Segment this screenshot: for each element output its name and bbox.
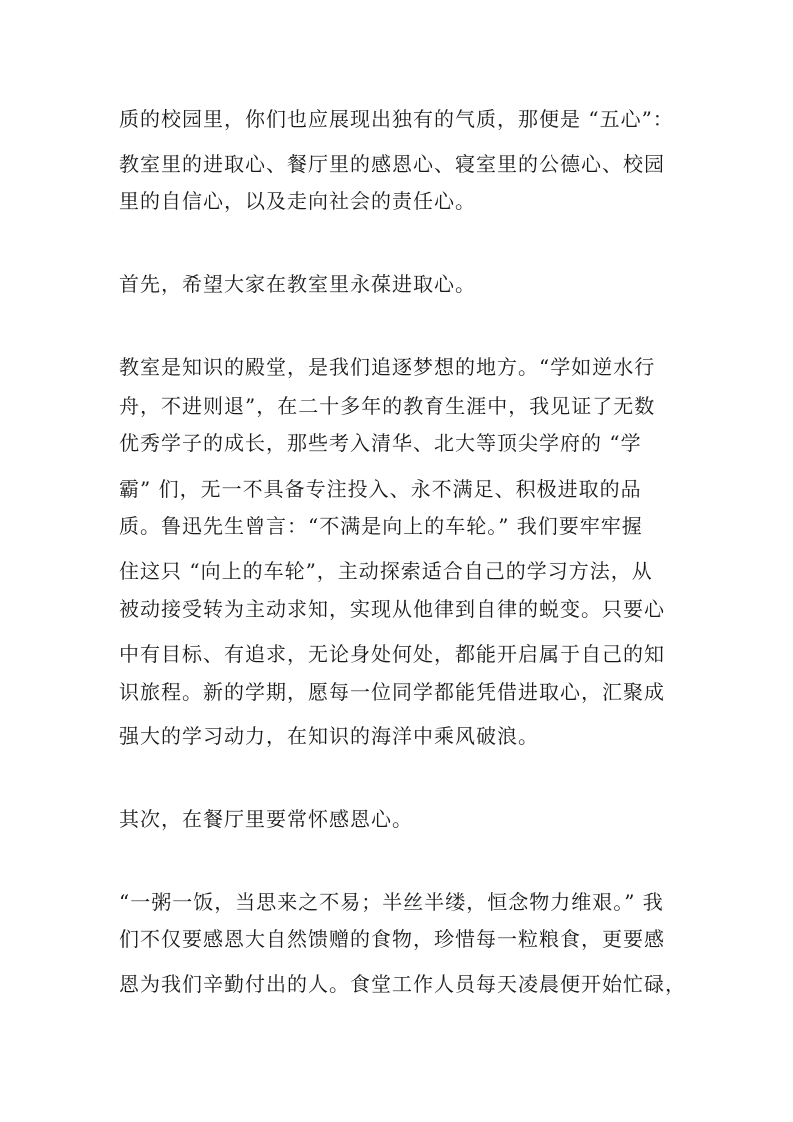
paragraph-1-line-3: 里的自信心，以及走向社会的责任心。	[119, 189, 476, 213]
paragraph-3-line-5: 质。鲁迅先生曾言：“不满是向上的车轮。” 我们要牢牢握	[119, 514, 643, 538]
paragraph-4-line-1: 其次，在餐厅里要常怀感恩心。	[119, 807, 413, 831]
paragraph-3-line-4: 霸” 们，无一不具备专注投入、永不满足、积极进取的品	[119, 477, 642, 501]
paragraph-5-line-1: “一粥一饭，当思来之不易；半丝半缕，恒念物力维艰。” 我	[119, 890, 664, 914]
paragraph-3-line-8: 中有目标、有追求，无论身处何处，都能开启属于自己的知	[119, 642, 665, 666]
paragraph-3-line-6: 住这只 “向上的车轮”，主动探索适合自己的学习方法，从	[119, 559, 653, 583]
paragraph-3-line-9: 识旅程。新的学期，愿每一位同学都能凭借进取心，汇聚成	[119, 680, 665, 704]
paragraph-5-line-2: 们不仅要感恩大自然馈赠的食物，珍惜每一粒粮食，更要感	[119, 927, 665, 951]
paragraph-2-line-1: 首先，希望大家在教室里永葆进取心。	[119, 272, 476, 296]
paragraph-1-line-2: 教室里的进取心、餐厅里的感恩心、寝室里的公德心、校园	[119, 152, 665, 176]
paragraph-3-line-10: 强大的学习动力，在知识的海洋中乘风破浪。	[119, 724, 539, 748]
paragraph-1-line-1: 质的校园里，你们也应展现出独有的气质，那便是 “五心”：	[119, 107, 674, 131]
paragraph-3-line-3: 优秀学子的成长，那些考入清华、北大等顶尖学府的 “学	[119, 431, 642, 455]
paragraph-3-line-1: 教室是知识的殿堂，是我们追逐梦想的地方。“学如逆水行	[119, 355, 656, 379]
paragraph-3-line-2: 舟，不进则退”，在二十多年的教育生涯中，我见证了无数	[119, 394, 656, 418]
paragraph-5-line-3: 恩为我们辛勤付出的人。食堂工作人员每天凌晨便开始忙碌，	[119, 972, 686, 996]
paragraph-3-line-7: 被动接受转为主动求知，实现从他律到自律的蜕变。只要心	[119, 597, 665, 621]
